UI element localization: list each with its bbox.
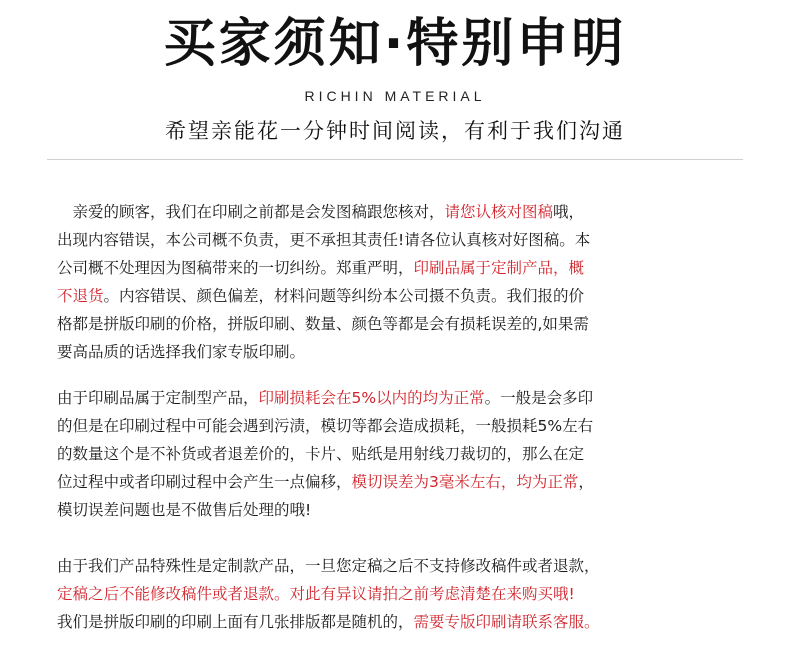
text-segment: 哦， <box>553 203 585 221</box>
notice-paragraph-proof <box>57 198 747 366</box>
highlight-text: 印刷损耗会在5%以内的均为正常 <box>258 389 485 407</box>
highlight-text: 请您认核对图稿 <box>444 203 554 221</box>
text-line <box>57 198 747 226</box>
text-line <box>57 608 747 636</box>
brand-subtitle: RICHIN MATERIAL <box>304 88 486 104</box>
text-line: 的数量这个是不补货或者退差价的，卡片、贴纸是用射线刀裁切的，那么在定 <box>57 445 585 463</box>
text-line: 由于我们产品特殊性是定制款产品，一旦您定稿之后不支持修改稿件或者退款， <box>57 557 600 575</box>
text-line: 的但是在印刷过程中可能会遇到污渍，模切等都会造成损耗，一般损耗5%左右 <box>57 417 594 435</box>
text-segment: 。内容错误、颜色偏差，材料问题等纠纷本公司摄不负责。我们报的价 <box>103 287 585 305</box>
text-line: 出现内容错误，本公司概不负责，更不承担其责任!请各位认真核对好图稿。本 <box>57 231 591 249</box>
text-line <box>57 468 747 496</box>
text-segment: 我们是拼版印刷的印刷上面有几张排版都是随机的， <box>57 613 414 631</box>
notice-paragraph-loss <box>57 384 747 524</box>
highlight-text: 不退货 <box>57 287 104 305</box>
text-line: 要高品质的话选择我们家专版印刷。 <box>57 343 306 361</box>
text-segment: 亲爱的顾客，我们在印刷之前都是会发图稿跟您核对， <box>57 203 445 221</box>
highlight-text: 模切误差为3毫米左右，均为正常 <box>351 473 579 491</box>
text-segment: 。一般是会多印 <box>484 389 594 407</box>
text-segment: 公司概不处理因为图稿带来的一切纠纷。郑重严明， <box>57 259 414 277</box>
text-line: 模切误差问题也是不做售后处理的哦! <box>57 501 312 519</box>
divider <box>47 159 743 160</box>
highlight-text: 印刷品属于定制产品，概 <box>413 259 585 277</box>
text-segment: ， <box>578 473 594 491</box>
text-segment: 由于印刷品属于定制型产品， <box>57 389 259 407</box>
highlight-text: 需要专版印刷请联系客服。 <box>413 613 600 631</box>
highlight-text: 定稿之后不能修改稿件或者退款。对此有异议请拍之前考虑清楚在来购买哦! <box>57 585 575 603</box>
text-line <box>57 384 747 412</box>
notice-paragraph-refund <box>57 552 747 636</box>
text-line <box>57 282 747 310</box>
tagline: 希望亲能花一分钟时间阅读，有利于我们沟通 <box>165 119 625 143</box>
text-line: 格都是拼版印刷的价格，拼版印刷、数量、颜色等都是会有损耗误差的,如果需 <box>57 315 589 333</box>
text-line <box>57 254 747 282</box>
page-title: 买家须知·特别申明 <box>163 14 627 74</box>
text-segment: 位过程中或者印刷过程中会产生一点偏移， <box>57 473 352 491</box>
